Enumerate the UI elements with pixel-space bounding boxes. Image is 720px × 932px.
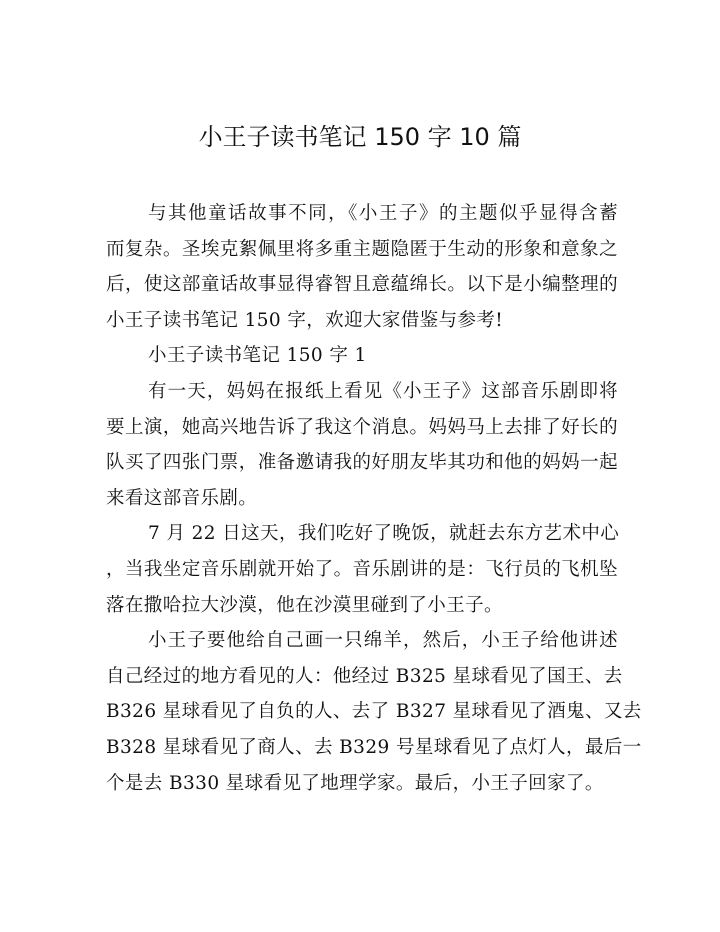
body-line: 7 月 22 日这天，我们吃好了晚饭，就赶去东方艺术中心 [148, 523, 620, 545]
body-line: 有一天，妈妈在报纸上看见《小王子》这部音乐剧即将 [148, 380, 618, 402]
body-line: 与其他童话故事不同，《小王子》的主题似乎显得含蓄 [148, 203, 618, 224]
body-line: 小王子读书笔记 150 字，欢迎大家借鉴与参考! [106, 309, 504, 331]
body-line: ，当我坐定音乐剧就开始了。音乐剧讲的是：飞行员的飞机坠 [106, 558, 618, 580]
body-line: 个是去 B330 星球看见了地理学家。最后，小王子回家了。 [106, 772, 604, 794]
body-line: 自己经过的地方看见的人：他经过 B325 星球看见了国王、去 [106, 665, 623, 687]
body-line: 后，使这部童话故事显得睿智且意蕴绵长。以下是小编整理的 [106, 274, 618, 296]
body-line: 小王子要他给自己画一只绵羊，然后，小王子给他讲述 [148, 630, 618, 652]
body-line: 落在撒哈拉大沙漠，他在沙漠里碰到了小王子。 [106, 594, 503, 616]
body-line: B328 星球看见了商人、去 B329 号星球看见了点灯人，最后一 [106, 736, 642, 758]
body-line: 要上演，她高兴地告诉了我这个消息。妈妈马上去排了好长的 [106, 416, 618, 438]
body-line: B326 星球看见了自负的人、去了 B327 星球看见了酒鬼、又去 [106, 701, 642, 723]
document-title: 小王子读书笔记 150 字 10 篇 [198, 123, 522, 151]
body-line: 来看这部音乐剧。 [106, 487, 258, 509]
section-heading: 小王子读书笔记 150 字 1 [148, 345, 367, 367]
body-line: 而复杂。圣埃克絮佩里将多重主题隐匿于生动的形象和意象之 [106, 238, 618, 260]
body-line: 队买了四张门票，准备邀请我的好朋友毕其功和他的妈妈一起 [106, 452, 618, 474]
document-body [106, 196, 642, 801]
